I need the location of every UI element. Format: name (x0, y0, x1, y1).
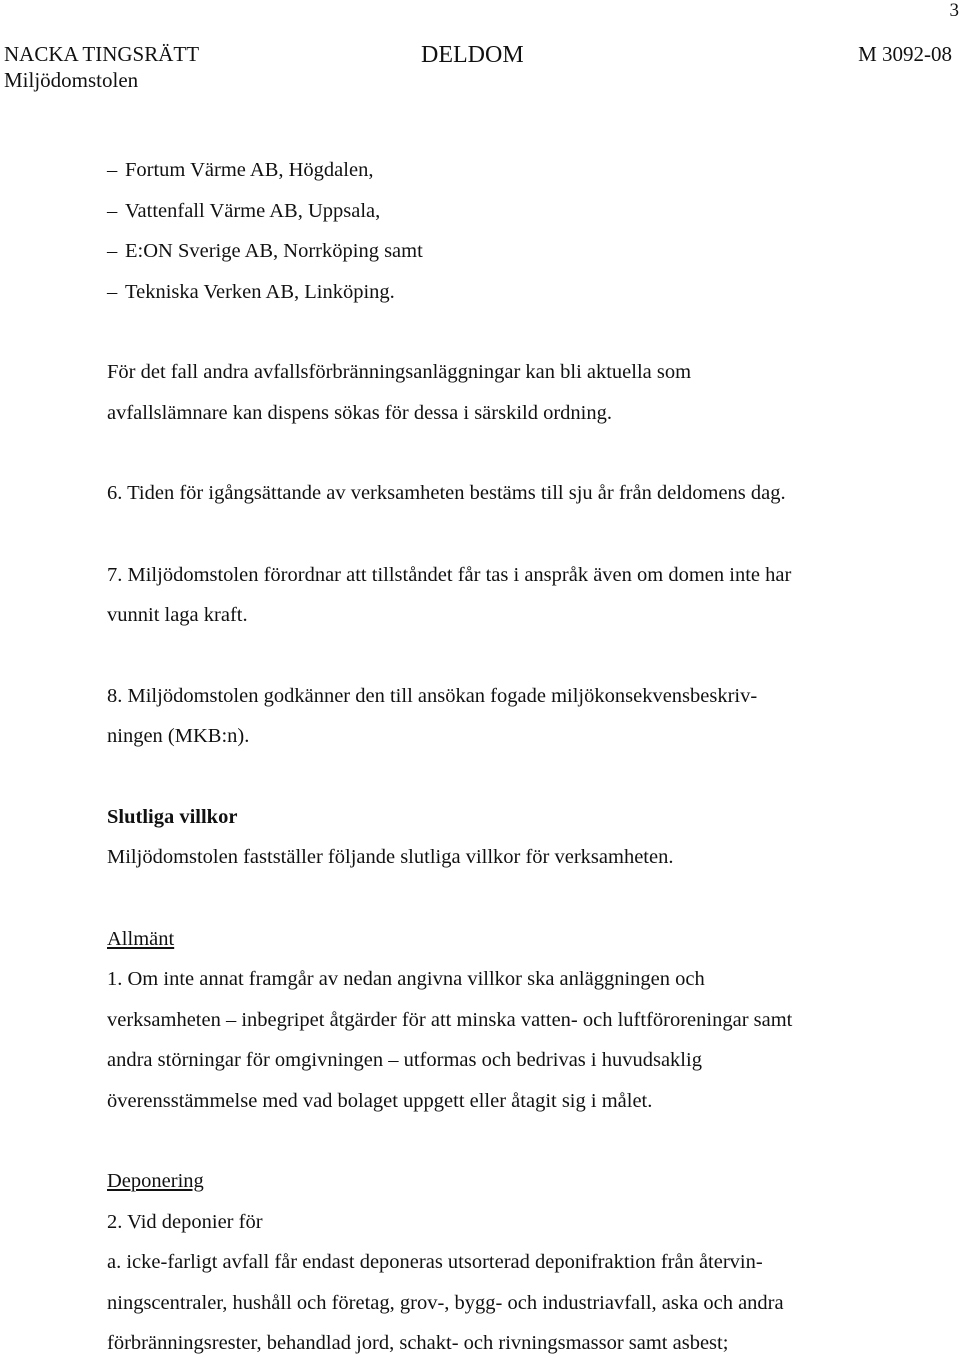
paragraph-line: avfallslämnare kan dispens sökas för dessa i särskild ordning. (107, 402, 612, 424)
general-line: överensstämmelse med vad bolaget uppgett eller åtagit sig i målet. (107, 1090, 653, 1112)
general-line: andra störningar för omgivningen – utformas och bedrivas i huvudsaklig (107, 1049, 702, 1071)
item-8-line: ningen (MKB:n). (107, 725, 250, 747)
landfill-heading: Deponering (107, 1170, 204, 1192)
landfill-line: förbränningsrester, behandlad jord, schakt- och rivningsmassor samt asbest; (107, 1332, 729, 1354)
general-line: 1. Om inte annat framgår av nedan angivna villkor ska anläggningen och (107, 968, 705, 990)
landfill-line: a. icke-farligt avfall får endast deponeras utsorterad deponifraktion från återvin- (107, 1251, 763, 1273)
court-name: NACKA TINGSRÄTT (4, 42, 200, 66)
list-item: – Vattenfall Värme AB, Uppsala, (107, 200, 381, 222)
item-6: 6. Tiden för igångsättande av verksamheten bestäms till sju år från deldomens dag. (107, 482, 786, 504)
item-8-line: 8. Miljödomstolen godkänner den till ansökan fogade miljökonsekvensbeskriv- (107, 685, 758, 707)
final-conditions-intro: Miljödomstolen fastställer följande slutliga villkor för verksamheten. (107, 846, 674, 868)
paragraph-line: För det fall andra avfallsförbränningsanläggningar kan bli aktuella som (107, 361, 692, 383)
department-name: Miljödomstolen (4, 68, 139, 92)
page-number: 3 (949, 0, 959, 21)
landfill-line: 2. Vid deponier för (107, 1211, 263, 1233)
landfill-line: ningscentraler, hushåll och företag, grov-, bygg- och industriavfall, aska och andra (107, 1292, 784, 1314)
item-7-line: 7. Miljödomstolen förordnar att tillståndet får tas i anspråk även om domen inte har (107, 564, 792, 586)
general-heading: Allmänt (107, 928, 175, 950)
list-item: – E:ON Sverige AB, Norrköping samt (107, 240, 423, 262)
list-item: – Tekniska Verken AB, Linköping. (107, 281, 395, 303)
case-number: M 3092-08 (858, 42, 952, 66)
final-conditions-heading: Slutliga villkor (107, 806, 238, 828)
general-line: verksamheten – inbegripet åtgärder för att minska vatten- och luftföroreningar samt (107, 1009, 793, 1031)
list-item: – Fortum Värme AB, Högdalen, (107, 159, 374, 181)
document-type: DELDOM (421, 42, 524, 68)
item-7-line: vunnit laga kraft. (107, 604, 248, 626)
